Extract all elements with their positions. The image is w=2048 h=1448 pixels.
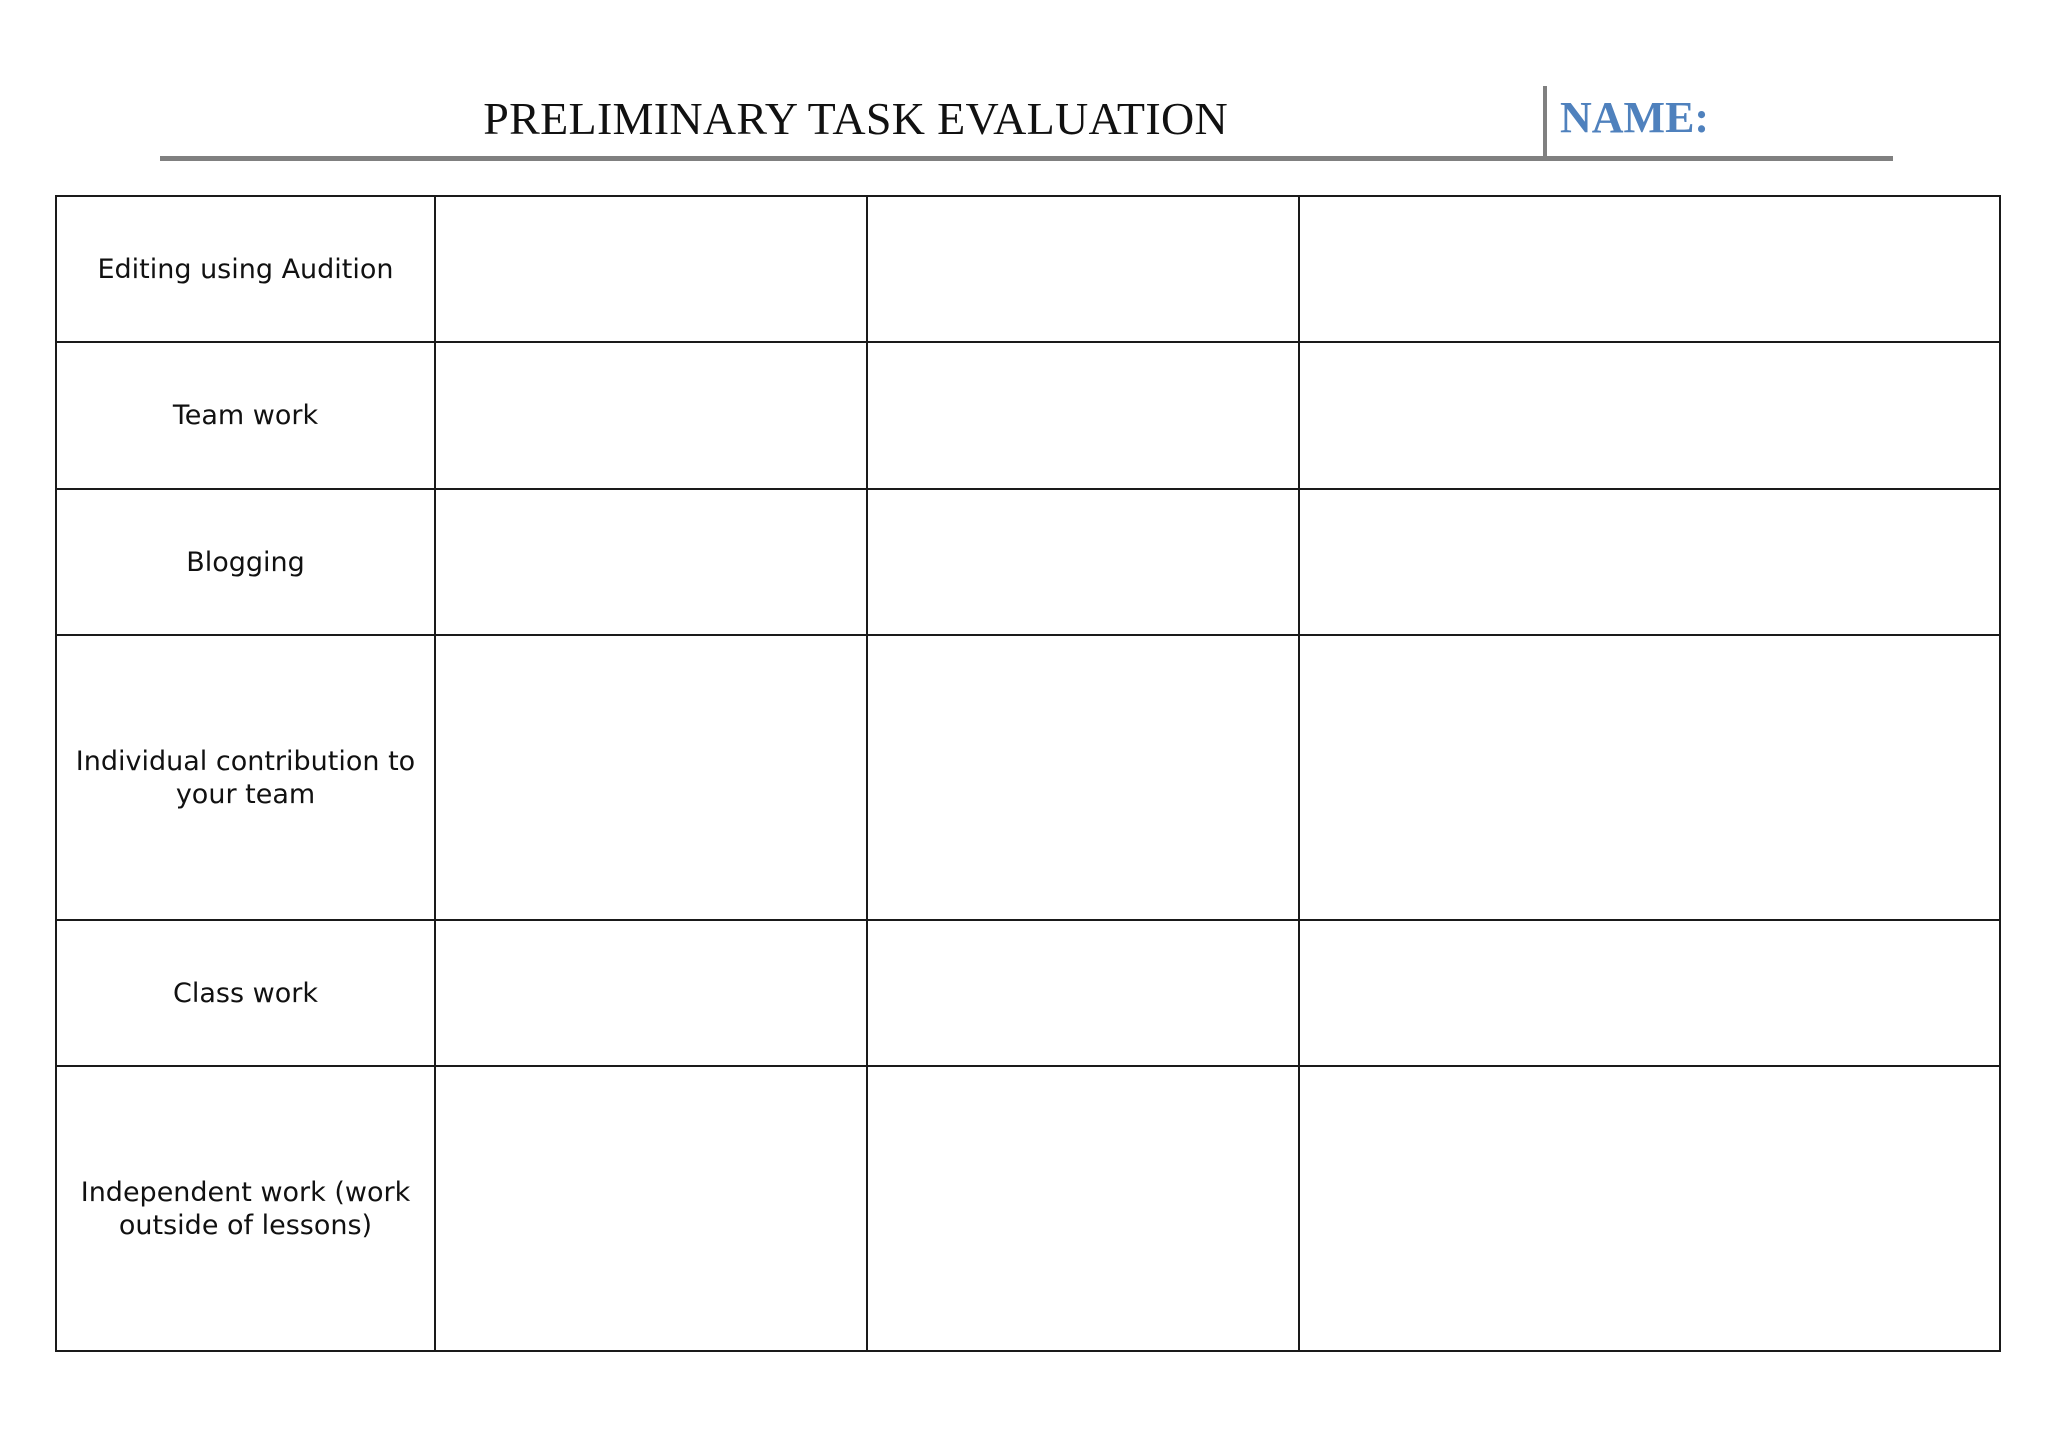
- table-row: [56, 196, 2000, 342]
- evaluation-cell[interactable]: [435, 489, 867, 635]
- table-row: [56, 342, 2000, 488]
- evaluation-cell[interactable]: [867, 489, 1299, 635]
- evaluation-cell[interactable]: [1299, 1066, 2000, 1351]
- evaluation-cell[interactable]: [1299, 196, 2000, 342]
- table-row: [56, 635, 2000, 920]
- evaluation-cell[interactable]: [435, 1066, 867, 1351]
- row-label-blogging: Blogging: [56, 489, 435, 635]
- evaluation-cell[interactable]: [867, 920, 1299, 1066]
- evaluation-cell[interactable]: [867, 342, 1299, 488]
- page-title: PRELIMINARY TASK EVALUATION: [483, 93, 1228, 144]
- evaluation-cell[interactable]: [435, 920, 867, 1066]
- evaluation-cell[interactable]: [1299, 635, 2000, 920]
- table-row: [56, 489, 2000, 635]
- evaluation-cell[interactable]: [435, 635, 867, 920]
- row-label-editing: Editing using Audition: [56, 196, 435, 342]
- header-rule: [160, 156, 1893, 161]
- evaluation-cell[interactable]: [435, 342, 867, 488]
- evaluation-cell[interactable]: [867, 1066, 1299, 1351]
- row-label-individual-contribution: Individual contribution to your team: [56, 635, 435, 920]
- evaluation-cell[interactable]: [1299, 342, 2000, 488]
- row-label-team-work: Team work: [56, 342, 435, 488]
- page-header: [160, 86, 1893, 158]
- header-divider: [1543, 86, 1547, 156]
- row-label-independent-work: Independent work (work outside of lessons): [56, 1066, 435, 1351]
- evaluation-cell[interactable]: [1299, 920, 2000, 1066]
- evaluation-cell[interactable]: [867, 635, 1299, 920]
- evaluation-cell[interactable]: [1299, 489, 2000, 635]
- row-label-class-work: Class work: [56, 920, 435, 1066]
- evaluation-table: [55, 195, 2001, 1352]
- evaluation-cell[interactable]: [435, 196, 867, 342]
- name-label: NAME:: [1560, 93, 1710, 142]
- table-row: [56, 920, 2000, 1066]
- table-row: [56, 1066, 2000, 1351]
- evaluation-cell[interactable]: [867, 196, 1299, 342]
